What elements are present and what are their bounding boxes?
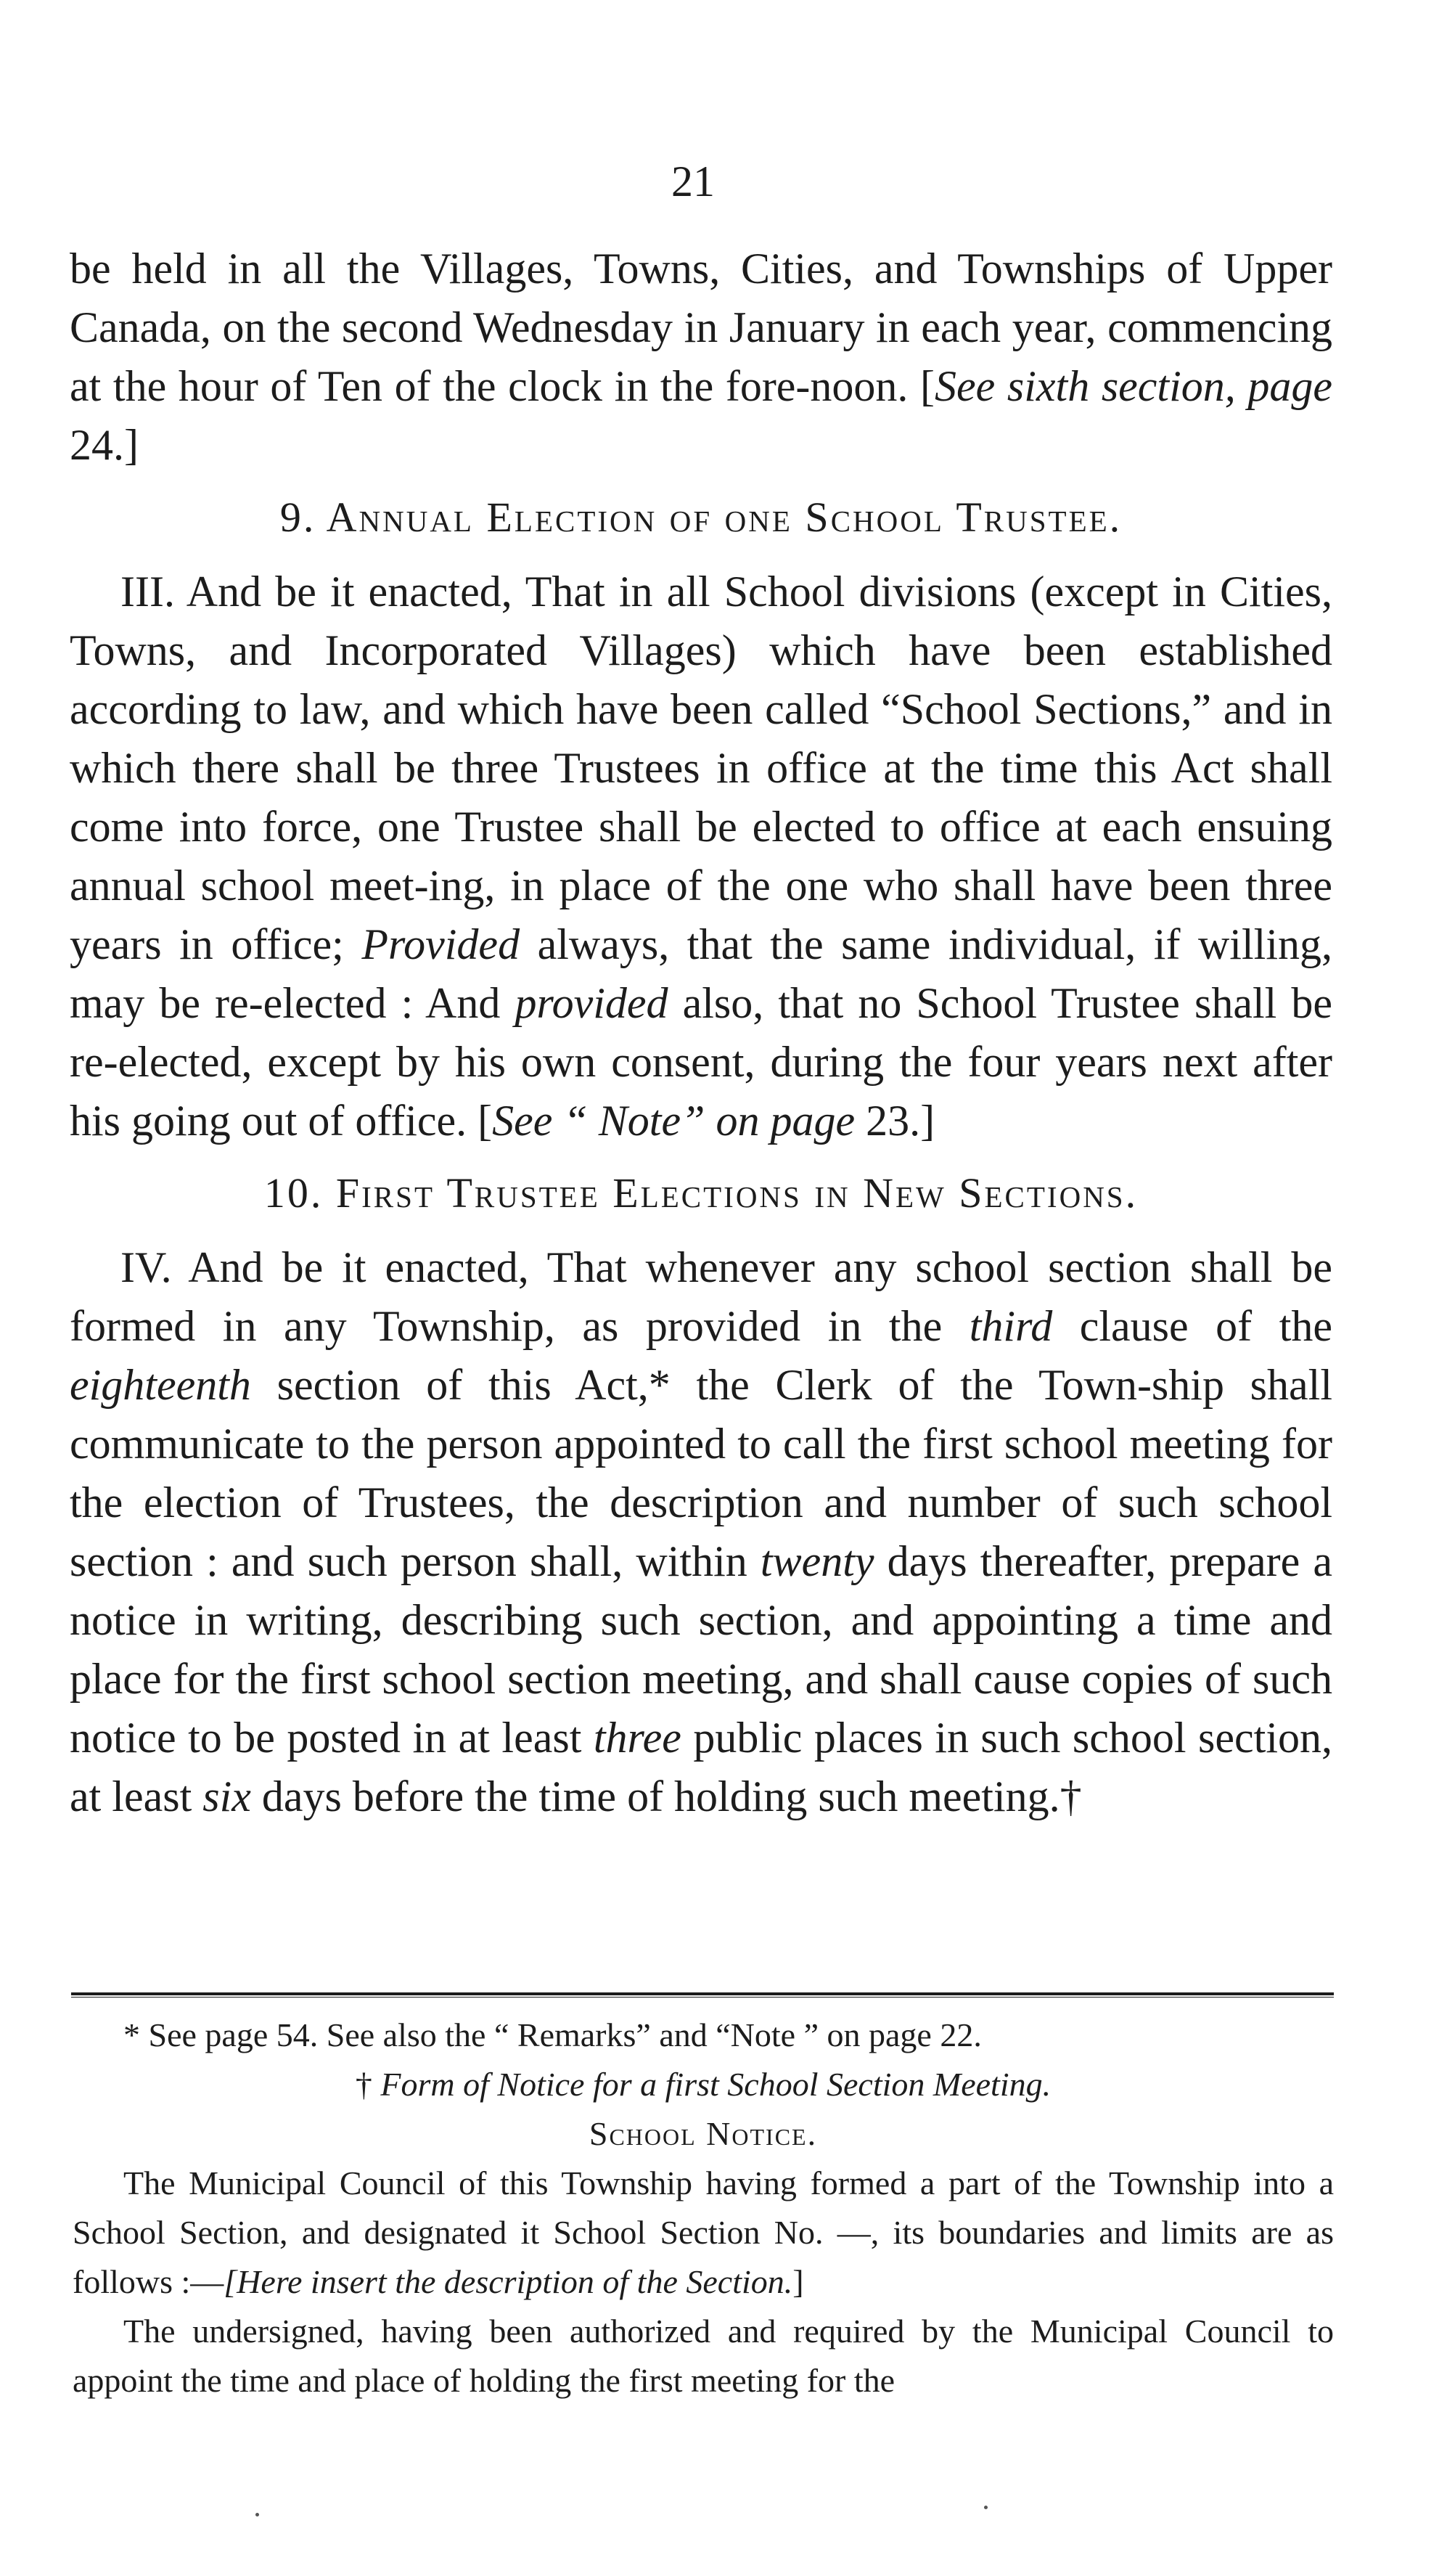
notice-paragraph-1-bracket: ] [792, 2263, 804, 2300]
paragraph-iii-ref-bracket: [ [478, 1097, 493, 1145]
paragraph-iv-six: six [202, 1772, 251, 1820]
paragraph-iv-text-6: days before the time of holding such meeting.† [250, 1772, 1082, 1820]
paragraph-iii-provided-1: Provided [361, 920, 520, 968]
notice-paragraph-1 [73, 2159, 1334, 2307]
paragraph-iii-text-2: always, that the same individual, if willing, may be re-elected : And [70, 920, 1332, 1027]
footnote-star: * See page 54. See also the “ Remarks” and “Note ” on page 22. [123, 2016, 982, 2053]
paragraph-iv-text-1: IV. And be it enacted, That whenever any school section shall be formed in any Township, as provided in the [70, 1243, 1332, 1350]
paragraph-iv-text-5: public places in such school section, at least [70, 1714, 1332, 1820]
notice-form-title: Form of Notice for a first School Section Meeting. [380, 2066, 1052, 2103]
paragraph-iv-text-4: days thereafter, prepare a notice in writing, describing such section, and appointing a time and place for the first school section meeting, and shall cause copies of such notice to be posted in at least [70, 1537, 1332, 1762]
intro-ref-bracket: [ [920, 362, 935, 410]
dagger-mark: † [355, 2066, 381, 2103]
notice-heading: School Notice. [589, 2115, 818, 2152]
paragraph-iii-text-1: III. And be it enacted, That in all School divisions (except in Cities, Towns, and Incorporated Villages) which have been established according to law, and which have been called “School Sections,” and in which there shall be three Trustees in office at the time this Act shall come into force, one Trustee shall be elected to office at each ensuing annual school meet-ing, in place of the one who shall have been three years in office; [70, 568, 1332, 968]
notice-paragraph-1-instruction: [Here insert the description of the Section. [224, 2263, 793, 2300]
paragraph-iii-ref-page: 23.] [855, 1097, 935, 1145]
paragraph-iii-text-3: also, that no School Trustee shall be re-elected, except by his own consent, during the four years next after his going out of office. [70, 979, 1332, 1145]
footnote-divider [71, 1992, 1334, 1998]
notice-paragraph-1-text: The Municipal Council of this Township having formed a part of the Township into a School Section, and designated it School Section No. —, its boundaries and limits are as follows :— [73, 2164, 1334, 2300]
paragraph-iv-text-3: section of this Act,* the Clerk of the Town-ship shall communicate to the person appointed to call the first school meeting for the election of Trustees, the description and number of such school section : and such person shall, within [70, 1361, 1332, 1585]
intro-paragraph [70, 240, 1332, 475]
intro-ref-page: 24.] [70, 421, 139, 469]
section-heading-10: 10. First Trustee Elections in New Sections. [263, 1169, 1139, 1217]
footnotes [73, 2011, 1334, 2405]
paragraph-iv-text-2: clause of the [1052, 1302, 1332, 1350]
paragraph-iv [70, 1238, 1332, 1826]
footnote-dagger [73, 2060, 1334, 2109]
paragraph-iv-three: three [593, 1714, 681, 1762]
intro-ref-see: See sixth section, page [935, 362, 1333, 410]
section-heading-9: 9. Annual Election of one School Trustee. [279, 494, 1123, 541]
print-speck [984, 2506, 988, 2509]
paragraph-iv-eighteenth: eighteenth [70, 1361, 251, 1409]
print-speck [255, 2513, 259, 2516]
paragraph-iii-provided-2: provided [515, 979, 668, 1027]
page-number: 21 [671, 158, 715, 205]
intro-text: be held in all the Villages, Towns, Cities, and Townships of Upper Canada, on the second Wednesday in January in each year, commencing at the hour of Ten of the clock in the fore-noon. [70, 245, 1332, 410]
main-text [70, 240, 1332, 1826]
paragraph-iv-third: third [969, 1302, 1053, 1350]
paragraph-iii [70, 563, 1332, 1150]
paragraph-iii-ref-see: See “ Note” on page [492, 1097, 856, 1145]
paragraph-iv-twenty: twenty [760, 1537, 874, 1585]
notice-paragraph-2: The undersigned, having been authorized and required by the Municipal Council to appoint the time and place of holding the first meeting for the [73, 2313, 1334, 2399]
